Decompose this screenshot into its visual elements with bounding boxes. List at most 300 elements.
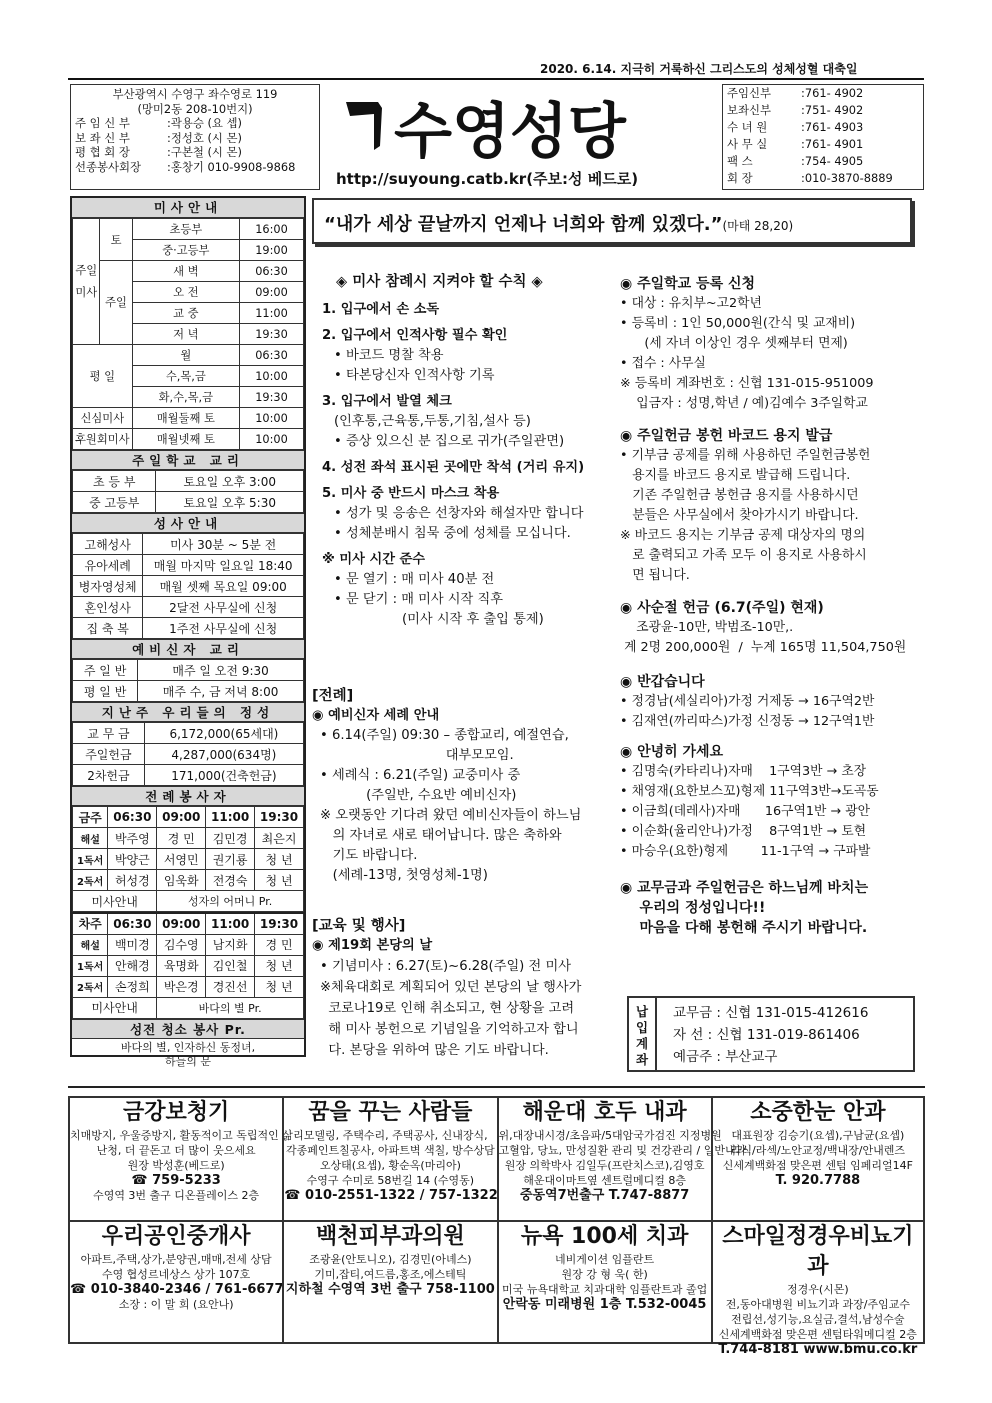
sacrament-value: 미사 30분 ~ 5분 전 — [143, 534, 304, 555]
catechumen-table — [72, 659, 304, 702]
sacrament-name: 혼인성사 — [73, 597, 143, 618]
ad-line: 네비게이션 임플란트 — [555, 1253, 655, 1266]
education-title: [교육 및 행사] — [312, 918, 406, 934]
server-name: 허성경 — [108, 870, 157, 891]
rule-line: 1. 입구에서 손 소독 — [322, 302, 440, 317]
server-row — [73, 934, 304, 955]
offering-amount: 6,172,000(65세대) — [144, 723, 303, 744]
server-name: 남지화 — [206, 934, 255, 955]
tithe-line: ◉ 교무금과 주일헌금은 하느님께 바치는 — [620, 880, 869, 896]
liturgy-line: ※ 오랫동안 기다려 왔던 예비신자들이 하느님 — [320, 808, 582, 823]
staff-row — [75, 145, 315, 160]
barcode-offering-line: • 기부금 공제를 위해 사용하던 주일헌금봉헌 — [620, 448, 871, 463]
guide-value: 성자의 어머니 Pr. — [157, 891, 304, 912]
contact-row — [727, 136, 919, 153]
feast-title: ◉ 제19회 본당의 날 — [312, 938, 433, 953]
servers-this-week-table — [72, 806, 304, 912]
farewell-title: ◉ 안녕히 가세요 — [620, 744, 724, 760]
server-name: 청 년 — [255, 955, 304, 976]
ad-title: 소중한눈 안과 — [750, 1100, 886, 1125]
contact-value: 761- 4901 — [804, 137, 864, 151]
sunday-mass-label: 주일미사 — [73, 219, 100, 345]
staff-role: 선종봉사회장 — [75, 159, 142, 174]
rule-line: • 증상 있으신 분 집으로 귀가(주일관면) — [334, 434, 565, 449]
liturgy-line: • 6.14(주일) 09:30 – 종합교리, 예절연습, — [320, 728, 569, 743]
bank-side-text: 납입계좌 — [635, 1004, 649, 1067]
contact-label: 수 녀 원 — [727, 120, 768, 134]
staff-name: 구본철 (시 몬) — [170, 145, 242, 159]
staff-name: 정성호 (시 몬) — [170, 130, 242, 145]
sunday-school-title: 주일학교 교리 — [72, 450, 304, 470]
feast-lines — [312, 956, 617, 1061]
ad-line: 대표원장 김승기(요셉),구남균(요셉) — [731, 1129, 905, 1142]
mass-group: 매월둘째 토 — [132, 408, 239, 429]
ad-box — [282, 1220, 498, 1344]
contact-colon: : — [801, 120, 805, 134]
special-mass-name: 후원회미사 — [73, 429, 133, 450]
catechumen-title: 예비신자 교리 — [72, 639, 304, 659]
bank-line: 교무금 : 신협 131-015-412616 — [673, 1005, 869, 1021]
ad-box — [497, 1096, 747, 1222]
offering-name: 2차헌금 — [73, 765, 145, 786]
contact-colon: : — [801, 154, 805, 168]
staff-role: 보 좌 신 부 — [75, 130, 130, 145]
server-header-row — [73, 807, 304, 828]
ad-line: 안락동 미래병원 1층 T.532-0045 — [502, 1297, 707, 1312]
server-role: 해설 — [73, 934, 108, 955]
ad-line: ☎ 010-2551-1322 / 757-1322 — [284, 1188, 498, 1203]
contact-value: 010-3870-8889 — [804, 171, 893, 185]
farewell-line: • 마승우(요한)형제 11-1구역 → 구파발 — [620, 844, 871, 859]
ad-title: 백천피부과의원 — [315, 1224, 465, 1249]
mass-time: 19:30 — [240, 324, 304, 345]
school-group: 초 등 부 — [73, 471, 156, 492]
rules-list — [322, 300, 614, 630]
ad-line: 고혈압, 당뇨, 만성질환 관리 및 건강관리 / 일반내과 — [498, 1144, 747, 1157]
contact-row — [727, 170, 919, 187]
cleaning-line: 바다의 별, 인자하신 동정녀, — [120, 1040, 256, 1054]
ad-line: 소장 : 이 말 희 (요안나) — [118, 1298, 234, 1311]
welcome-line: • 정경남(세실리아)가정 거제동 → 16구역2반 — [620, 694, 875, 709]
server-role: 2독서 — [73, 870, 108, 891]
ad-box — [68, 1096, 293, 1222]
server-week-label: 차주 — [73, 913, 108, 934]
cleaning-title: 성전 청소 봉사 Pr. — [72, 1019, 304, 1039]
bank-line: 예금주 : 부산교구 — [673, 1049, 778, 1065]
sun-label: 주일 — [100, 261, 132, 345]
farewell-line: • 김명숙(카타리나)자매 1구역3반 → 초장 — [620, 764, 867, 779]
offering-name: 주일헌금 — [73, 744, 145, 765]
mass-group: 교 중 — [132, 303, 239, 324]
sacrament-name: 고해성사 — [73, 534, 143, 555]
server-name: 청 년 — [255, 849, 304, 870]
server-time: 06:30 — [108, 807, 157, 828]
rule-line: 3. 입구에서 발열 체크 — [322, 394, 452, 409]
liturgy-line: • 세례식 : 6.21(주일) 교중미사 중 — [320, 768, 521, 783]
servers-next-week-table — [72, 912, 304, 1019]
ad-line: ☎ 759-5233 — [131, 1173, 221, 1188]
server-row — [73, 955, 304, 976]
contact-colon: : — [801, 137, 805, 151]
sacrament-table — [72, 533, 304, 639]
rule-line: • 문 열기 : 매 미사 40분 전 — [334, 572, 495, 587]
contact-row — [727, 102, 919, 119]
offering-amount: 171,000(건축헌금) — [144, 765, 303, 786]
guide-row — [73, 997, 304, 1018]
ad-line: 라식/라섹/노안교정/백내장/안내렌즈 — [730, 1144, 905, 1157]
server-name: 육명화 — [157, 955, 206, 976]
ad-line: 해운대이마트옆 센트럴메디컬 8층 — [523, 1174, 686, 1187]
class-name: 주 일 반 — [73, 660, 138, 681]
school-registration-line: • 등록비 : 1인 50,000원(간식 및 교재비) — [620, 316, 856, 331]
mass-time: 09:00 — [240, 282, 304, 303]
guide-label: 미사안내 — [73, 891, 157, 912]
ad-box — [711, 1096, 925, 1222]
mass-group: 중·고등부 — [132, 240, 239, 261]
ad-title: 스마일정경우비뇨기과 — [722, 1224, 914, 1279]
sacrament-name: 유아세례 — [73, 555, 143, 576]
ad-box — [497, 1220, 713, 1344]
class-time: 매주 수, 금 저녁 8:00 — [138, 681, 304, 702]
patron-text: (주보:성 베드로) — [526, 170, 639, 188]
staff-row — [75, 116, 315, 131]
sacrament-value: 2달전 사무실에 신청 — [143, 597, 304, 618]
lent-offering-line: 계 2명 200,000원 / 누계 165명 11,504,750원 — [620, 640, 907, 655]
staff-role: 평 협 회 장 — [75, 145, 130, 159]
sacrament-value: 매월 셋째 목요일 09:00 — [143, 576, 304, 597]
liturgy-line: 대부모모임. — [320, 748, 514, 763]
ad-line: 난청, 더 끝돈고 더 많이 웃으세요 — [96, 1144, 256, 1157]
liturgy-line: 기도 바랍니다. — [320, 848, 418, 863]
bank-side-label — [629, 998, 657, 1070]
server-name: 경진선 — [206, 976, 255, 997]
weekday-label: 평 일 — [73, 345, 133, 408]
header-rule — [68, 78, 924, 80]
staff-list — [75, 116, 315, 174]
server-name: 김인철 — [206, 955, 255, 976]
server-role: 1독서 — [73, 849, 108, 870]
server-name: 청 년 — [255, 870, 304, 891]
mass-group: 새 벽 — [132, 261, 239, 282]
cleaning-line: 하늘의 문 — [164, 1054, 211, 1068]
bank-line: 자 선 : 신협 131-019-861406 — [673, 1027, 860, 1043]
server-row — [73, 976, 304, 997]
server-name: 안해경 — [108, 955, 157, 976]
sacrament-name: 병자영성체 — [73, 576, 143, 597]
server-name: 경 민 — [255, 934, 304, 955]
contact-value: 751- 4902 — [804, 103, 864, 117]
lent-offering-line: 조광윤-10만, 박범조-10만,. — [620, 620, 794, 635]
server-name: 김수영 — [157, 934, 206, 955]
staff-name: 홍창기 010-9908-9868 — [170, 159, 296, 174]
contact-label: 회 장 — [727, 171, 753, 185]
server-row — [73, 849, 304, 870]
education-line: • 기념미사 : 6.27(토)~6.28(주일) 전 미사 — [320, 959, 571, 974]
ad-title: 금강보청기 — [122, 1100, 230, 1125]
tithe-line: 마음을 다해 봉헌해 주시기 바랍니다. — [620, 920, 868, 936]
school-time: 토요일 오후 3:00 — [156, 471, 304, 492]
rule-line: ※ 미사 시간 준수 — [322, 552, 426, 567]
contact-label: 팩 스 — [727, 154, 753, 168]
tithe-line: 우리의 정성입니다!! — [620, 900, 766, 916]
sacrament-value: 매월 마지막 일요일 18:40 — [143, 555, 304, 576]
servers-title: 전례봉사자 — [72, 786, 304, 806]
mass-group: 오 전 — [132, 282, 239, 303]
ad-line: 아파트,주택,상가,분양권,매매,전세 상담 — [80, 1253, 272, 1266]
address-line-1: 부산광역시 수영구 좌수영로 119 — [112, 87, 278, 101]
ad-line: 치매방지, 우울증방지, 활동적이고 독립적인 삶 — [70, 1129, 293, 1142]
barcode-offering-line: 기존 주일헌금 봉헌금 용지를 사용하시던 — [620, 488, 859, 503]
sat-label: 토 — [100, 219, 132, 261]
ad-line: 전립선,성기능,요실금,결석,남성수술 — [731, 1313, 905, 1326]
contact-label: 주임신부 — [727, 86, 772, 100]
liturgy-line: (주일반, 수요반 예비신자) — [320, 788, 517, 803]
left-info-column — [70, 196, 306, 1068]
mass-group: 저 녁 — [132, 324, 239, 345]
website-url[interactable] — [336, 168, 638, 189]
contact-label: 보좌신부 — [727, 103, 772, 117]
staff-colon: : — [167, 130, 171, 145]
ad-box — [68, 1220, 284, 1344]
mass-time: 10:00 — [240, 408, 304, 429]
server-name: 전경숙 — [206, 870, 255, 891]
ad-line: ☎ 010-3840-2346 / 761-6677 — [70, 1282, 284, 1297]
contact-row — [727, 153, 919, 170]
contact-row — [727, 85, 919, 102]
ad-title: 뉴욕 100세 치과 — [520, 1224, 689, 1249]
mass-group: 월 — [132, 345, 239, 366]
barcode-offering-line: 분들은 사무실에서 찾아가시기 바랍니다. — [620, 508, 859, 523]
class-name: 평 일 반 — [73, 681, 138, 702]
server-role: 해설 — [73, 828, 108, 849]
rule-line: 5. 미사 중 반드시 마스크 착용 — [322, 486, 500, 501]
quote-ref: (마태 28,20) — [722, 219, 794, 233]
education-line: 해 미사 봉헌으로 기념일을 기억하고자 합니 — [320, 1022, 579, 1037]
sacrament-title: 성사안내 — [72, 513, 304, 533]
mass-time: 19:30 — [240, 387, 304, 408]
quote-text: “내가 세상 끝날까지 언제나 너희와 함께 있겠다.” — [324, 214, 723, 235]
education-line: ※체육대회로 계획되어 있던 본당의 날 행사가 — [320, 980, 582, 995]
server-row — [73, 828, 304, 849]
mass-table — [72, 218, 304, 450]
server-role: 2독서 — [73, 976, 108, 997]
ad-line: 신세계백화점 맞은편 센텀 임페리얼14F — [722, 1159, 913, 1172]
server-name: 권기룡 — [206, 849, 255, 870]
ad-line: 전,동아대병원 비뇨기과 과장/주임교수 — [725, 1298, 910, 1311]
school-group: 중 고등부 — [73, 492, 156, 513]
rule-line: (미사 시작 후 출입 통제) — [402, 612, 544, 627]
offering-name: 교 무 금 — [73, 723, 145, 744]
contact-colon: : — [801, 171, 805, 185]
ad-line: 지하철 수영역 3번 출구 758-1100 — [285, 1282, 495, 1297]
mass-time: 16:00 — [240, 219, 304, 240]
ad-line: 조광윤(안토니오), 김경민(아녜스) — [309, 1253, 472, 1266]
bank-account-box — [627, 996, 915, 1072]
rule-line: 4. 성전 좌석 표시된 곳에만 착석 (거리 유지) — [322, 460, 585, 475]
server-role: 1독서 — [73, 955, 108, 976]
farewell-line: • 채영재(요한보스꼬)형제 11구역3반→도곡동 — [620, 784, 879, 799]
ad-title: 우리공인중개사 — [101, 1224, 251, 1249]
ad-line: 원장 박성훈(베드로) — [127, 1159, 225, 1172]
mass-time: 10:00 — [240, 429, 304, 450]
server-time: 06:30 — [108, 913, 157, 934]
guide-label: 미사안내 — [73, 997, 157, 1018]
contact-colon: : — [801, 86, 805, 100]
parish-address-box — [70, 84, 320, 190]
rules-title: ◈ 미사 참례시 지켜야 할 수칙 ◈ — [336, 274, 543, 290]
bank-lines — [673, 1002, 868, 1068]
mass-time: 19:00 — [240, 240, 304, 261]
ad-line: 원장 의학박사 김일두(프란치스코),김영호 — [504, 1159, 705, 1172]
ad-line: 오상태(요셉), 황순옥(마리아) — [319, 1159, 461, 1172]
class-time: 매주 일 오전 9:30 — [138, 660, 304, 681]
ad-line: 미국 뉴욕대학교 치과대학 임플란트과 졸업 — [501, 1283, 708, 1296]
quote-box — [312, 198, 912, 244]
contacts-box — [722, 84, 924, 190]
address-line-2: (망미2동 208-10번지) — [137, 101, 253, 116]
offerings-table — [72, 722, 304, 786]
welcome-line: • 김재연(까리따스)가정 신정동 → 12구역1반 — [620, 714, 875, 729]
tithe-note — [620, 878, 920, 938]
contact-value: 761- 4903 — [804, 120, 864, 134]
ad-line: 기미,잡티,여드름,홍조,에스테틱 — [314, 1268, 467, 1281]
barcode-offering-line: 용지를 바코드 용지로 발급해 드립니다. — [620, 468, 851, 483]
ad-line: 각종페인트칠공사, 아파트벽 색칠, 방수상담 — [286, 1144, 495, 1157]
mass-group: 매월넷째 토 — [132, 429, 239, 450]
guide-value: 바다의 별 Pr. — [157, 997, 304, 1018]
rule-line: • 타본당신자 인적사항 기록 — [334, 368, 495, 383]
mass-time: 10:00 — [240, 366, 304, 387]
lent-offering-title: ◉ 사순절 헌금 (6.7(주일) 현재) — [620, 600, 824, 616]
farewell-line: • 이금희(데레사)자매 16구역1반 → 광안 — [620, 804, 870, 819]
school-registration-line: • 접수 : 사무실 — [620, 356, 706, 371]
education-line: 다. 본당을 위하여 많은 기도 바랍니다. — [320, 1043, 549, 1058]
server-name: 김민경 — [206, 828, 255, 849]
ads-rule — [68, 1086, 925, 1088]
mass-time: 11:00 — [240, 303, 304, 324]
ad-line: 정경우(시몬) — [787, 1283, 849, 1296]
staff-colon: : — [167, 159, 171, 174]
ad-line: 원장 강 형 욱( 한) — [561, 1268, 648, 1281]
contact-value: 761- 4902 — [804, 86, 864, 100]
server-name: 청 년 — [255, 976, 304, 997]
ads-grid — [68, 1096, 925, 1357]
contact-row — [727, 119, 919, 136]
staff-colon: : — [167, 145, 171, 159]
liturgy-line: (세례-13명, 첫영성체-1명) — [320, 868, 488, 883]
sacrament-value: 1주전 사무실에 신청 — [143, 618, 304, 639]
logo-text: 수영성당 — [394, 97, 626, 167]
guide-row — [73, 891, 304, 912]
ad-line: 중동역7번출구 T.747-8877 — [519, 1188, 690, 1203]
farewell-line: • 이순화(율리안나)가정 8구역1반 → 토현 — [620, 824, 867, 839]
school-registration-line: (세 자녀 이상인 경우 셋째부터 면제) — [620, 336, 848, 351]
server-time: 19:30 — [255, 807, 304, 828]
education-line: 코로나19로 인해 취소되고, 현 상황을 고려 — [320, 1001, 575, 1016]
server-row — [73, 870, 304, 891]
date-line: 2020. 6.14. 지극히 거룩하신 그리스도의 성체성혈 대축일 — [540, 62, 858, 76]
server-name: 최은지 — [255, 828, 304, 849]
ad-line: 신세계백화점 맞은편 센텀타워메디컬 2층 — [718, 1328, 917, 1341]
server-name: 손정희 — [108, 976, 157, 997]
mass-group: 화,수,목,금 — [132, 387, 239, 408]
rules-section — [322, 272, 614, 630]
server-name: 박주영 — [108, 828, 157, 849]
server-name: 경 민 — [157, 828, 206, 849]
server-time: 09:00 — [157, 807, 206, 828]
school-registration-line: 입금자 : 성명,학년 / 예)김예수 3주일학교 — [620, 396, 868, 411]
special-mass-name: 신심미사 — [73, 408, 133, 429]
server-name: 박양근 — [108, 849, 157, 870]
server-name: 백미경 — [108, 934, 157, 955]
server-time: 11:00 — [206, 913, 255, 934]
school-registration-line: • 대상 : 유치부~고2학년 — [620, 296, 762, 311]
contact-colon: : — [801, 103, 805, 117]
right-column — [620, 274, 920, 938]
logo-mark-icon — [346, 102, 382, 150]
ad-line: 위,대장내시경/초음파/5대암국가검진 지정병원 — [498, 1129, 722, 1142]
ad-line: 수영 협성르네상스 상가 107호 — [101, 1268, 251, 1281]
rule-line: • 성가 및 응송은 선창자와 해설자만 합니다 — [334, 506, 584, 521]
server-name: 서영민 — [157, 849, 206, 870]
server-header-row — [73, 913, 304, 934]
url-text[interactable]: http://suyoung.catb.kr — [336, 170, 527, 188]
liturgy-line: 의 자녀로 새로 태어납니다. 많은 축하와 — [320, 828, 562, 843]
mass-title: 미사안내 — [72, 198, 304, 218]
staff-name: 곽용승 (요 셉) — [170, 116, 242, 130]
baptism-title: ◉ 예비신자 세례 안내 — [312, 708, 440, 723]
server-name: 임욱화 — [157, 870, 206, 891]
cleaning-text — [72, 1039, 304, 1069]
contact-label: 사 무 실 — [727, 137, 768, 151]
sunday-school-table — [72, 470, 304, 513]
sacrament-name: 집 축 복 — [73, 618, 143, 639]
ad-line: T.744-8181 www.bmu.co.kr — [718, 1342, 918, 1357]
rule-line: • 문 닫기 : 매 미사 시작 직후 — [334, 592, 503, 607]
ad-box — [282, 1096, 498, 1222]
staff-row — [75, 160, 315, 175]
mass-time: 06:30 — [240, 345, 304, 366]
ad-title: 꿈을 꾸는 사람들 — [308, 1100, 473, 1125]
mass-group: 수,목,금 — [132, 366, 239, 387]
barcode-offering-line: 로 출력되고 가족 모두 이 용지로 사용하시 — [620, 548, 867, 563]
server-week-label: 금주 — [73, 807, 108, 828]
offering-amount: 4,287,000(634명) — [144, 744, 303, 765]
server-time: 19:30 — [255, 913, 304, 934]
ad-line: T. 920.7788 — [775, 1173, 861, 1188]
staff-row — [75, 131, 315, 146]
baptism-lines — [312, 726, 617, 886]
rule-line: • 바코드 명찰 착용 — [334, 348, 444, 363]
staff-colon: : — [167, 116, 171, 130]
mass-time: 06:30 — [240, 261, 304, 282]
offerings-title: 지난주 우리들의 정성 — [72, 702, 304, 722]
rule-line: 2. 입구에서 인적사항 필수 확인 — [322, 328, 508, 343]
barcode-offering-title: ◉ 주일헌금 봉헌 바코드 용지 발급 — [620, 428, 833, 444]
ad-line: 리모델링, 주택수리, 주택공사, 신내장식, — [293, 1129, 488, 1142]
contact-value: 754- 4905 — [804, 154, 864, 168]
ad-line: 수영구 수미로 58번길 14 (수영동) — [306, 1174, 475, 1187]
server-time: 11:00 — [206, 807, 255, 828]
mass-group: 초등부 — [132, 219, 239, 240]
ad-line: 수영역 3번 출구 디온플레이스 2층 — [93, 1189, 260, 1202]
school-registration-title: ◉ 주일학교 등록 신청 — [620, 276, 756, 292]
liturgy-section — [312, 686, 617, 886]
welcome-title: ◉ 반갑습니다 — [620, 674, 705, 690]
server-time: 09:00 — [157, 913, 206, 934]
barcode-offering-line: 면 됩니다. — [620, 568, 690, 583]
staff-role: 주 임 신 부 — [75, 116, 130, 130]
